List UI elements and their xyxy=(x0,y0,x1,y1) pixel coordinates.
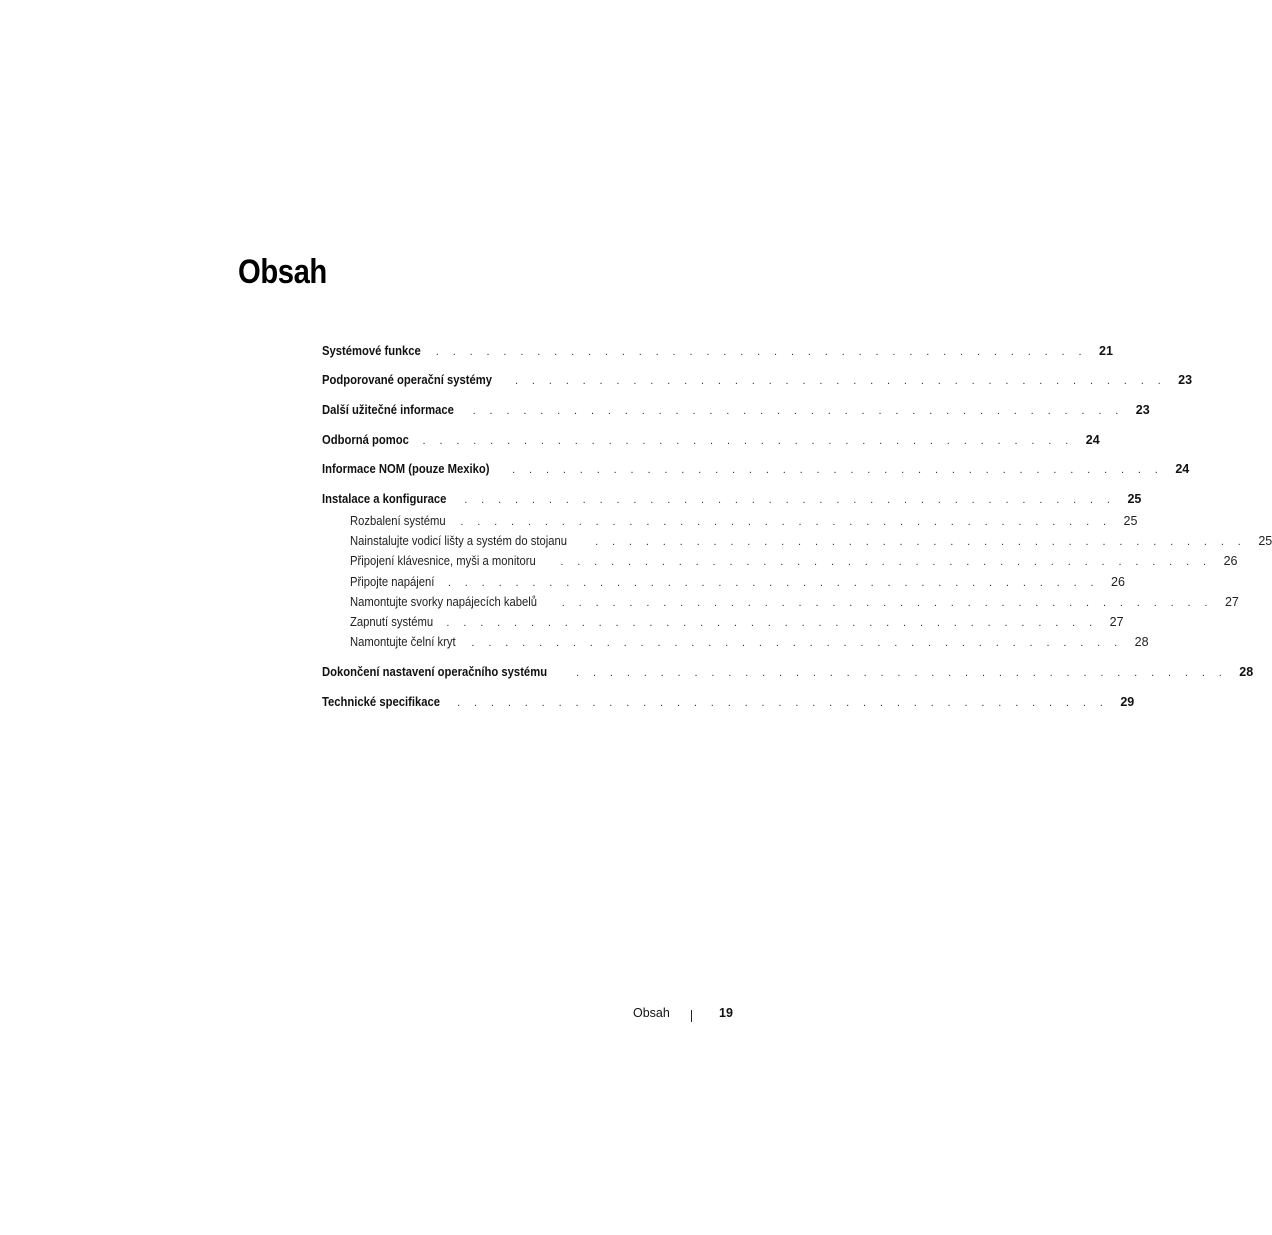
toc-subentry-rozbaleni[interactable] xyxy=(350,514,1138,532)
toc-entry-dalsi-informace[interactable] xyxy=(322,403,1150,421)
toc-dot-leader: . . . . . . . . . . . . . . . . . . . . . . . . . . . . . . . . . . . . . . . xyxy=(512,464,1164,476)
toc-entry-label: Technické specifikace xyxy=(322,695,440,709)
toc-subentry-vodici-listy[interactable] xyxy=(350,534,1272,552)
footer-section-label: Obsah xyxy=(633,1006,670,1020)
toc-entry-odborna-pomoc[interactable] xyxy=(322,433,1100,451)
toc-entry-page: 24 xyxy=(1175,462,1190,476)
toc-dot-leader: . . . . . . . . . . . . . . . . . . . . . . . . . . . . . . . . . . . . . . . xyxy=(576,667,1228,679)
toc-dot-leader: . . . . . . . . . . . . . . . . . . . . . . . . . . . . . . . . . . . . . . . xyxy=(561,597,1213,609)
page-footer xyxy=(0,1006,954,1026)
toc-entry-label: Systémové funkce xyxy=(322,344,421,358)
toc-entry-label: Připojení klávesnice, myši a monitoru xyxy=(350,554,536,568)
toc-dot-leader: . . . . . . . . . . . . . . . . . . . . . . . . . . . . . . . . . . . . . . . xyxy=(422,435,1074,447)
toc-entry-label: Podporované operační systémy xyxy=(322,373,493,387)
toc-entry-instalace-konfigurace[interactable] xyxy=(322,492,1142,510)
toc-entry-label: Odborná pomoc xyxy=(322,433,409,447)
toc-entry-label: Zapnutí systému xyxy=(350,615,434,629)
toc-entry-page: 24 xyxy=(1085,433,1100,447)
toc-entry-page: 27 xyxy=(1224,595,1239,609)
toc-subentry-celni-kryt[interactable] xyxy=(350,635,1149,653)
toc-dot-leader: . . . . . . . . . . . . . . . . . . . . . . . . . . . . . . . . . . . . . . . xyxy=(472,405,1124,417)
toc-entry-page: 27 xyxy=(1109,615,1124,629)
toc-dot-leader: . . . . . . . . . . . . . . . . . . . . . . . . . . . . . . . . . . . . . . . xyxy=(464,494,1116,506)
toc-entry-page: 26 xyxy=(1223,554,1238,568)
toc-entry-informace-nom[interactable] xyxy=(322,462,1190,480)
toc-entry-page: 26 xyxy=(1111,575,1125,589)
toc-entry-label: Informace NOM (pouze Mexiko) xyxy=(322,462,490,476)
toc-dot-leader: . . . . . . . . . . . . . . . . . . . . . . . . . . . . . . . . . . . . . . . xyxy=(595,536,1247,548)
toc-dot-leader: . . . . . . . . . . . . . . . . . . . . . . . . . . . . . . . . . . . . . . . xyxy=(435,346,1087,358)
toc-entry-page: 25 xyxy=(1127,492,1142,506)
toc-entry-label: Další užitečné informace xyxy=(322,403,454,417)
toc-entry-page: 28 xyxy=(1134,635,1149,649)
toc-entry-systemove-funkce[interactable] xyxy=(322,344,1113,362)
toc-subentry-pripojeni-klavesnice[interactable] xyxy=(350,554,1238,572)
toc-entry-label: Dokončení nastavení operačního systému xyxy=(322,665,548,679)
toc-entry-label: Namontujte svorky napájecích kabelů xyxy=(350,595,537,609)
page-title: Obsah xyxy=(238,253,327,291)
toc-entry-technicke-specifikace[interactable] xyxy=(322,695,1135,713)
toc-entry-label: Instalace a konfigurace xyxy=(322,492,447,506)
toc-entry-podporovane-systemy[interactable] xyxy=(322,373,1193,391)
toc-dot-leader: . . . . . . . . . . . . . . . . . . . . . . . . . . . . . . . . . . . . . . . xyxy=(560,556,1212,568)
toc-entry-page: 23 xyxy=(1178,373,1193,387)
toc-dot-leader: . . . . . . . . . . . . . . . . . . . . . . . . . . . . . . . . . . . . . . . xyxy=(514,375,1167,387)
toc-entry-page: 25 xyxy=(1258,534,1272,548)
footer-separator xyxy=(691,1010,692,1022)
toc-entry-page: 25 xyxy=(1123,514,1138,528)
toc-entry-label: Rozbalení systému xyxy=(350,514,446,528)
toc-entry-page: 23 xyxy=(1135,403,1150,417)
toc-subentry-pripojte-napajeni[interactable] xyxy=(350,575,1125,593)
toc-entry-label: Namontujte čelní kryt xyxy=(350,635,456,649)
toc-entry-page: 29 xyxy=(1120,695,1135,709)
toc-dot-leader: . . . . . . . . . . . . . . . . . . . . . . . . . . . . . . . . . . . . . . . xyxy=(460,516,1112,528)
toc-entry-dokonceni-nastaveni[interactable] xyxy=(322,665,1254,683)
toc-dot-leader: . . . . . . . . . . . . . . . . . . . . . . . . . . . . . . . . . . . . . . . xyxy=(447,577,1099,589)
footer-page-number: 19 xyxy=(719,1006,733,1020)
toc-entry-label: Připojte napájení xyxy=(350,575,435,589)
toc-entry-label: Nainstalujte vodicí lišty a systém do stojanu xyxy=(350,534,567,548)
toc-entry-page: 28 xyxy=(1239,665,1254,679)
toc-dot-leader: . . . . . . . . . . . . . . . . . . . . . . . . . . . . . . . . . . . . . . . xyxy=(457,697,1109,709)
toc-entry-page: 21 xyxy=(1099,344,1113,358)
toc-subentry-svorky-kabelu[interactable] xyxy=(350,595,1239,613)
toc-dot-leader: . . . . . . . . . . . . . . . . . . . . . . . . . . . . . . . . . . . . . . . xyxy=(471,637,1123,649)
toc-dot-leader: . . . . . . . . . . . . . . . . . . . . . . . . . . . . . . . . . . . . . . . xyxy=(446,617,1098,629)
toc-subentry-zapnuti-systemu[interactable] xyxy=(350,615,1124,633)
